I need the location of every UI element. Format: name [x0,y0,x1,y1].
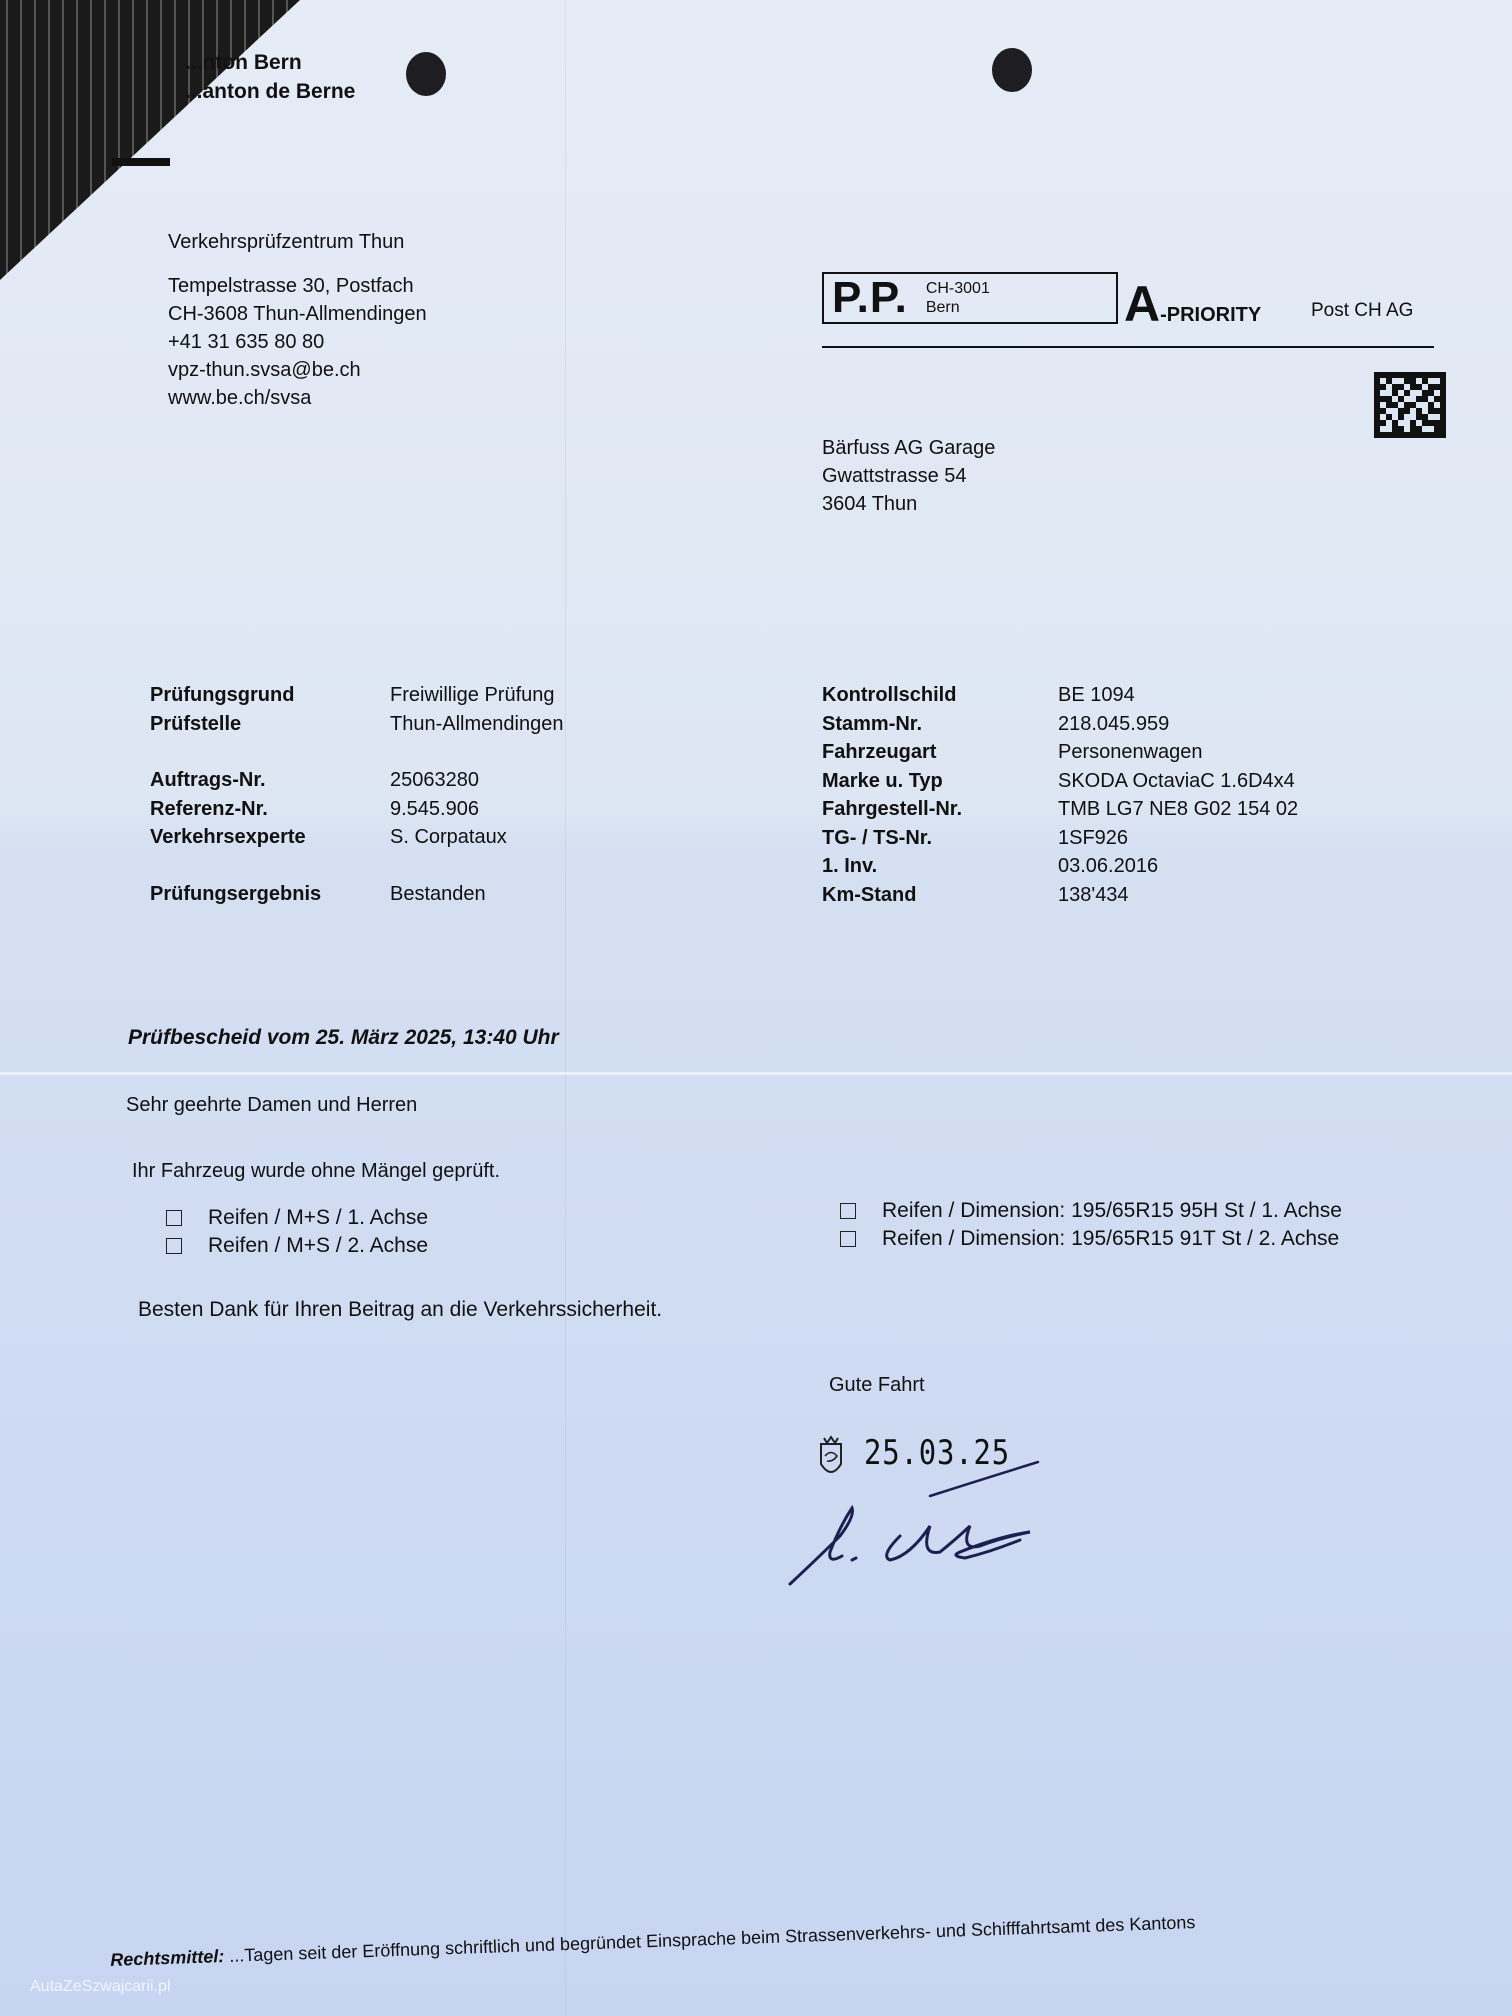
pp-postcode: CH-3001 [925,280,990,297]
detail-row [150,769,563,798]
vehicle-label: 1. Inv. [822,855,878,877]
sender-email: vpz-thun.svsa@be.ch [168,359,361,381]
legal-label: Rechtsmittel: [110,1946,225,1970]
detail-row [150,713,563,742]
priority-word: -PRIORITY [1160,304,1262,326]
vehicle-row [822,741,1298,770]
canton-name-fr: ...anton de Berne [185,80,356,103]
recipient-address [822,434,995,518]
checklist-label: Reifen / Dimension: 195/65R15 91T St / 2. Achse [882,1227,1340,1250]
pp-city: Bern [925,299,960,316]
pp-mark: P.P. [832,273,908,322]
sender-phone: +41 31 635 80 80 [168,331,325,353]
watermark: AutaZeSzwajcarii.pl [30,1978,171,1995]
vehicle-row [822,770,1298,799]
detail-label: Auftrags-Nr. [150,769,266,791]
detail-row [150,883,563,912]
recipient-street: Gwattstrasse 54 [822,465,967,487]
checkbox [840,1203,856,1219]
checklist-label: Reifen / M+S / 1. Achse [208,1206,429,1229]
sender-city: CH-3608 Thun-Allmendingen [168,303,427,325]
letterhead-bar [112,158,170,166]
intro-text: Ihr Fahrzeug wurde ohne Mängel geprüft. [132,1160,500,1182]
vehicle-label: Fahrgestell-Nr. [822,798,963,820]
vehicle-label: Stamm-Nr. [822,712,923,735]
vehicle-row [822,855,1298,884]
priority-letter: A [1124,276,1161,332]
detail-label: Prüfstelle [150,712,242,735]
sender-website: www.be.ch/svsa [168,387,312,409]
vehicle-label: Km-Stand [822,883,917,906]
canton-name-de: ...nton Bern [185,51,302,74]
vehicle-value: SKODA OctaviaC 1.6D4x4 [1058,769,1295,792]
vehicle-value: 1SF926 [1058,826,1129,849]
closing-text: Gute Fahrt [829,1374,925,1396]
vehicle-value: 138'434 [1058,883,1129,906]
detail-row [150,798,563,827]
tire-checklist-right [840,1197,1342,1253]
vehicle-row [822,684,1298,713]
vehicle-label: Fahrzeugart [822,741,937,763]
datamatrix-code-icon [1374,372,1446,438]
detail-row [150,826,563,855]
detail-row [150,684,563,713]
a-priority-mark [1124,275,1261,333]
decision-heading: Prüfbescheid vom 25. März 2025, 13:40 Uhr [128,1026,559,1049]
signature-icon [780,1456,1050,1590]
checkbox [840,1231,856,1247]
vehicle-value: TMB LG7 NE8 G02 154 02 [1058,798,1299,820]
checkbox [166,1210,182,1226]
thanks-text: Besten Dank für Ihren Beitrag an die Verkehrssicherheit. [138,1298,663,1321]
carrier-name: Post CH AG [1311,300,1414,321]
vehicle-value: 03.06.2016 [1058,855,1159,877]
detail-value: Thun-Allmendingen [390,712,564,735]
vehicle-label: TG- / TS-Nr. [822,826,932,849]
checkbox [166,1238,182,1254]
checklist-item [840,1225,1342,1253]
postage-divider [822,346,1434,348]
detail-value: Freiwillige Prüfung [390,684,555,706]
detail-label: Prüfungsgrund [150,684,295,706]
detail-label: Verkehrsexperte [150,826,306,848]
sender-block [168,228,427,412]
detail-value: 25063280 [390,769,479,791]
salutation: Sehr geehrte Damen und Herren [126,1094,418,1116]
punch-hole-left [406,52,446,96]
legal-footer [110,1902,1490,1971]
vehicle-row [822,827,1298,856]
detail-value: Bestanden [390,882,486,905]
pp-origin [926,279,990,317]
vehicle-value: 218.045.959 [1058,712,1170,735]
checklist-item [166,1204,428,1232]
sender-street: Tempelstrasse 30, Postfach [168,275,414,297]
detail-label: Referenz-Nr. [150,797,268,820]
checklist-label: Reifen / Dimension: 195/65R15 95H St / 1. Achse [882,1199,1342,1222]
vehicle-value: BE 1094 [1058,684,1135,706]
detail-value: S. Corpataux [390,826,507,848]
detail-label: Prüfungsergebnis [150,882,322,905]
paper-fold [0,1072,1512,1075]
legal-text: ...Tagen seit der Eröffnung schriftlich und begründet Einsprache beim Strassenverkehrs- und Schifffahrtsamt des Kantons [228,1912,1196,1966]
vehicle-row [822,713,1298,742]
vehicle-value: Personenwagen [1058,741,1203,763]
vehicle-row [822,884,1298,913]
inspection-details [150,684,563,911]
stamp-date: 25.03.25 [864,1433,1011,1473]
canton-letterhead [185,48,355,106]
pp-postage-box [822,272,1118,324]
vehicle-label: Marke u. Typ [822,769,943,792]
checklist-label: Reifen / M+S / 2. Achse [208,1234,429,1257]
paper-crease [565,0,566,2016]
recipient-name: Bärfuss AG Garage [822,437,996,459]
detail-value: 9.545.906 [390,797,479,820]
sender-name: Verkehrsprüfzentrum Thun [168,231,405,253]
recipient-city: 3604 Thun [822,493,918,515]
vehicle-details [822,684,1298,912]
punch-hole-right [992,48,1032,92]
checklist-item [840,1197,1342,1225]
vehicle-row [822,798,1298,827]
tire-checklist-left [166,1204,428,1260]
checklist-item [166,1232,428,1260]
vehicle-label: Kontrollschild [822,684,957,706]
